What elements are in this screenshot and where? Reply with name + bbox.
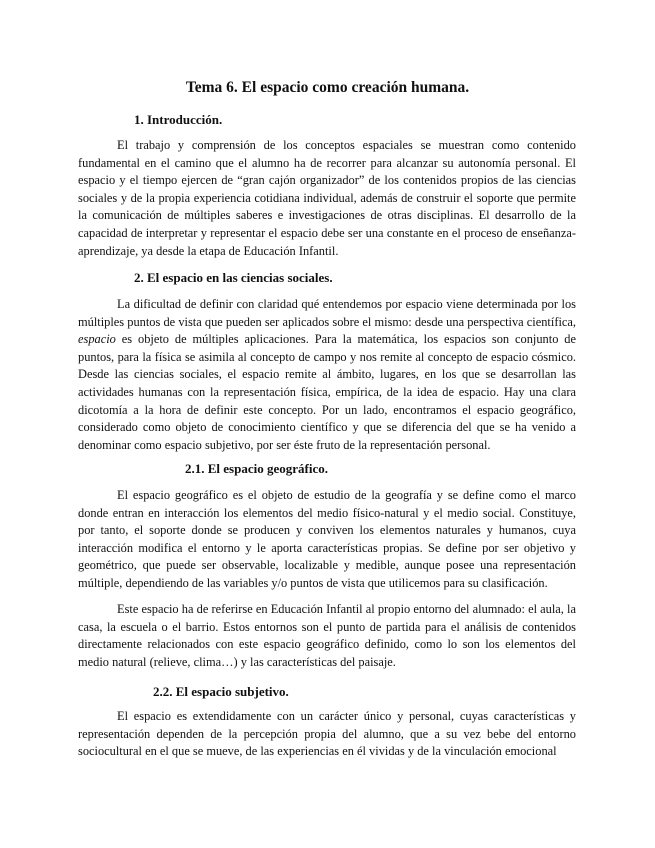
document-title: Tema 6. El espacio como creación humana. (185, 79, 470, 96)
section-heading-espacio-ciencias-sociales: 2. El espacio en las ciencias sociales. (134, 270, 333, 285)
paragraph-espacio-geografico-1: El espacio geográfico es el objeto de estudio de la geografía y se define como el marco donde entran en interacción los elementos del medio físico-natural y el medio social. Constituye, por tanto, el soporte donde se producen y conviven los elementos naturales y humanos, cuya interacción modifica el entorno y le aporta características propias. Se define por ser objetivo y geométrico, que puede ser observable, localizable y medible, aunque posee una representación múltiple, dependiendo de las variables y/o puntos de vista que utilicemos para su clasificación. (78, 488, 576, 590)
section-heading-espacio-geografico: 2.1. El espacio geográfico. (185, 461, 328, 476)
paragraph-text-after-italic: es objeto de múltiples aplicaciones. Para la matemática, los espacios son conjunto de puntos, para la física se asimila al concepto de campo y nos remite al concepto de espacio cósmico. Desde las ciencias sociales, el espacio remite al ámbito, lugares, en los que se desarrollan las actividades humanas con la representación física, empírica, de la idea de espacio. Hay una clara dicotomía a la hora de definir este concepto. Por un lado, encontramos el espacio geográfico, considerado como objeto de conocimiento científico y que se diferencia del que se ha venido a denominar como espacio subjetivo, por ser éste fruto de la representación personal. (78, 332, 576, 452)
paragraph-text-before-italic: La dificultad de definir con claridad qué entendemos por espacio viene determinada por los múltiples puntos de vista que pueden ser aplicados sobre el mismo: desde una perspectiva científica, (78, 297, 576, 329)
paragraph-introduccion: El trabajo y comprensión de los conceptos espaciales se muestran como contenido fundamental en el camino que el alumno ha de recorrer para alcanzar su autonomía personal. El espacio y el tiempo ejercen de “gran cajón organizador” de los contenidos propios de las ciencias sociales y de la propia experiencia cotidiana individual, además de construir el soporte que permite la comunicación de múltiples saberes e investigaciones de otras disciplinas. El desarrollo de la capacidad de interpretar y representar el espacio debe ser una constante en el proceso de enseñanza-aprendizaje, ya desde la etapa de Educación Infantil. (78, 138, 576, 258)
paragraph-espacio-subjetivo: El espacio es extendidamente con un carácter único y personal, cuyas características y representación dependen de la percepción propia del alumno, que a su vez bebe del entorno sociocultural en el que se mueve, de las experiencias en él vividas y de la vinculación emocional (78, 709, 576, 759)
section-heading-espacio-subjetivo: 2.2. El espacio subjetivo. (153, 684, 289, 699)
paragraph-espacio-ciencias-sociales (78, 296, 576, 454)
italic-word-espacio: espacio (78, 332, 116, 347)
paragraph-espacio-geografico-2: Este espacio ha de referirse en Educación Infantil al propio entorno del alumnado: el aula, la casa, la escuela o el barrio. Estos entornos son el punto de partida para el análisis de contenidos directamente relacionados con este espacio geográfico definido, como lo son los elementos del medio natural (relieve, clima…) y las características del paisaje. (78, 602, 576, 669)
section-heading-introduccion: 1. Introducción. (134, 112, 223, 127)
